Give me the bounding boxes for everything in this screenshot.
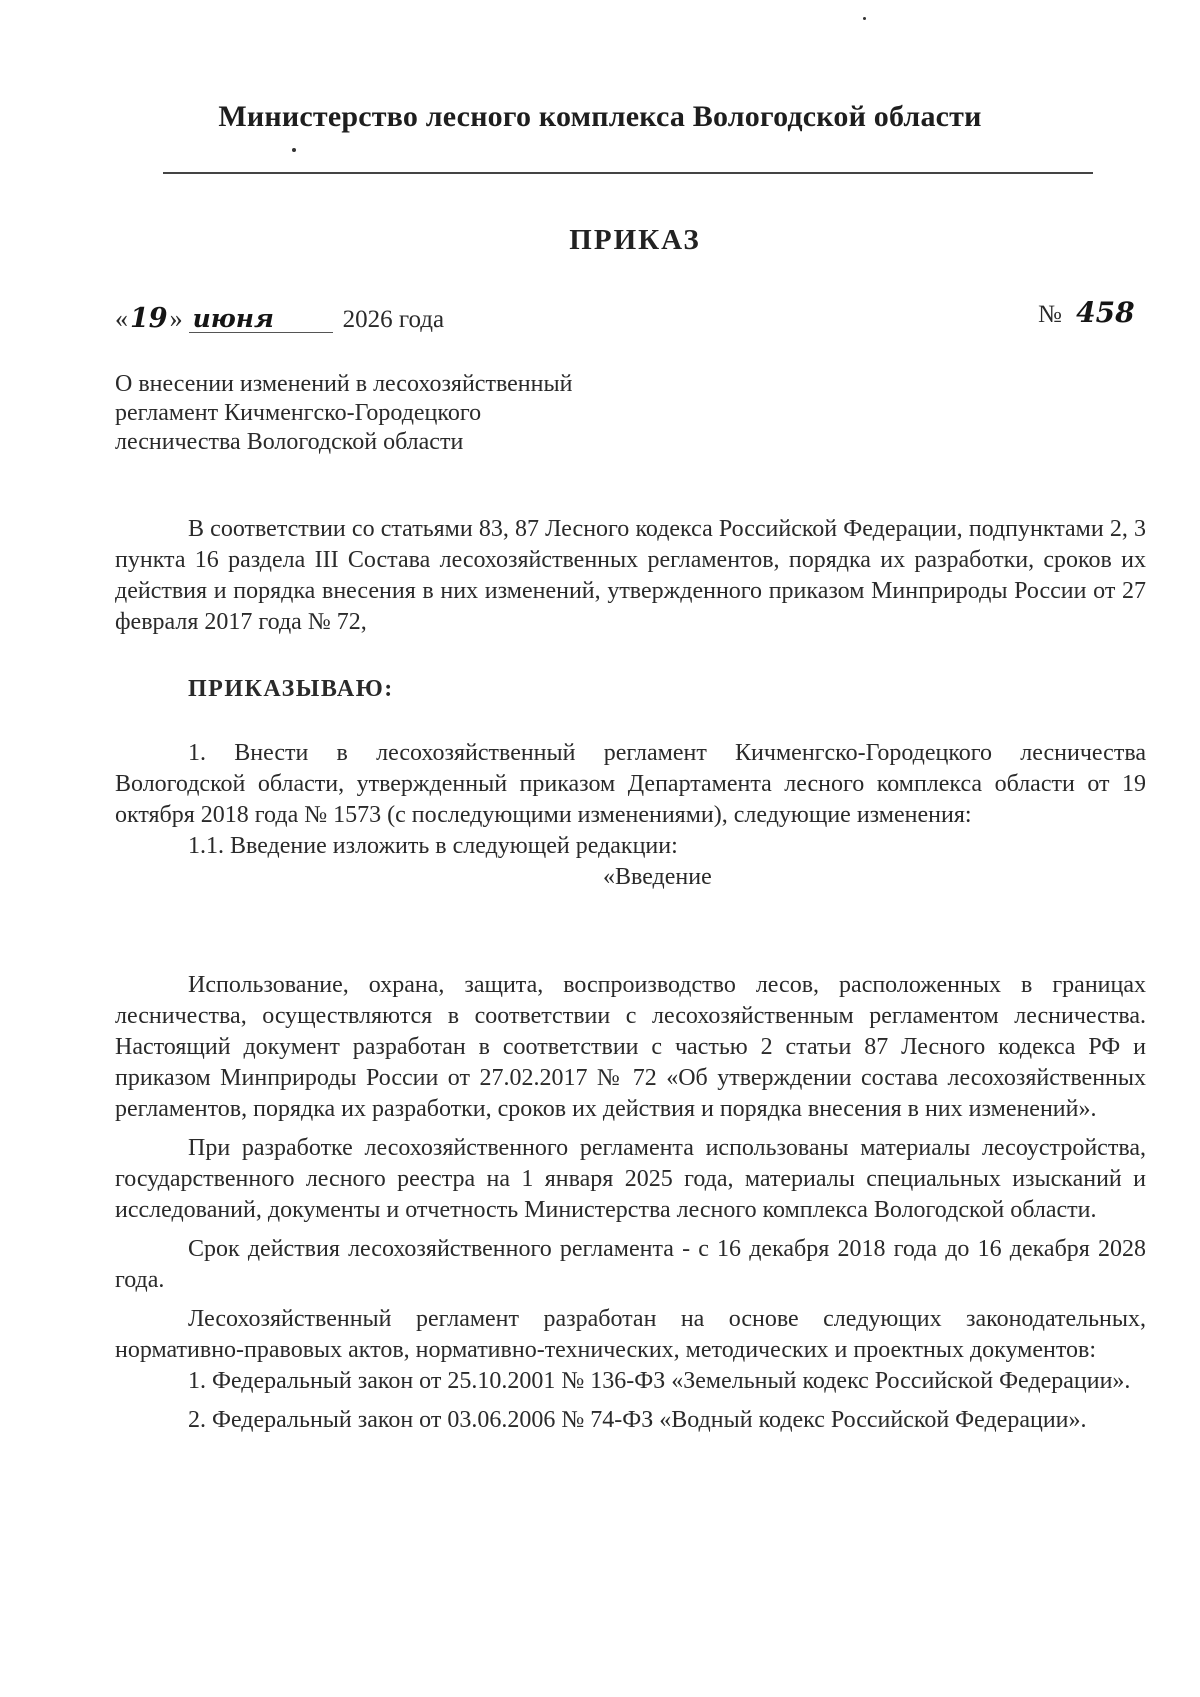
date-open-quote: «	[115, 304, 128, 333]
decree-heading: ПРИКАЗЫВАЮ:	[188, 676, 394, 702]
law-list-item: 1. Федеральный закон от 25.10.2001 № 136-ФЗ «Земельный кодекс Российской Федерации».	[188, 1368, 1131, 1394]
scan-speck	[292, 148, 296, 152]
law-list-item: 2. Федеральный закон от 03.06.2006 № 74-ФЗ «Водный кодекс Российской Федерации».	[188, 1407, 1087, 1433]
amendments-block	[115, 738, 1146, 893]
header-rule	[163, 172, 1093, 174]
ministry-name: Министерство лесного комплекса Вологодской области	[218, 100, 982, 133]
date-day-handwritten: 19	[130, 303, 168, 334]
intro-paragraph: Лесохозяйственный регламент разработан на основе следующих законодательных, нормативно-правовых актов, нормативно-технических, методических и проектных документов:	[115, 1306, 1146, 1363]
introduction-heading: «Введение	[603, 864, 712, 890]
intro-paragraph: Срок действия лесохозяйственного регламента - с 16 декабря 2018 года до 16 декабря 2028 года.	[115, 1236, 1146, 1293]
intro-paragraph: При разработке лесохозяйственного регламента использованы материалы лесоустройства, государственного лесного реестра на 1 января 2025 года, материалы специальных изысканий и исследований, документы и отчетность Министерства лесного комплекса Вологодской области.	[115, 1135, 1146, 1223]
document-type: ПРИКАЗ	[569, 224, 701, 256]
item-1-paragraph: 1. Внести в лесохозяйственный регламент Кичменгско-Городецкого лесничества Вологодской области, утвержденный приказом Департамента лесного комплекса области от 19 октября 2018 года № 1573 (с последующими изменениями), следующие изменения:	[115, 740, 1146, 828]
date-close-quote: »	[169, 304, 183, 333]
date-year: 2026 года	[342, 306, 445, 333]
introduction-block	[115, 970, 1146, 1436]
scan-speck	[863, 17, 866, 20]
order-number	[1038, 296, 1135, 329]
preamble-block	[115, 514, 1146, 638]
number-sign: №	[1038, 301, 1062, 328]
order-subject	[115, 370, 572, 457]
order-date	[115, 303, 444, 334]
subject-line: лесничества Вологодской области	[115, 429, 464, 455]
date-month-handwritten: июня	[189, 306, 333, 333]
number-handwritten: 458	[1076, 296, 1135, 329]
intro-paragraph: Использование, охрана, защита, воспроизводство лесов, расположенных в границах лесничества, осуществляются в соответствии с лесохозяйственным регламентом лесничества. Настоящий документ разработан в соответствии с частью 2 статьи 87 Лесного кодекса РФ и приказом Минприроды России от 27.02.2017 № 72 «Об утверждении состава лесохозяйственных регламентов, порядка их разработки, сроков их действия и порядка внесения в них изменений».	[115, 972, 1146, 1122]
preamble-paragraph: В соответствии со статьями 83, 87 Лесного кодекса Российской Федерации, подпунктами 2, 3 пункта 16 раздела III Состава лесохозяйственных регламентов, порядка их разработки, сроков их действия и порядка внесения в них изменений, утвержденного приказом Минприроды России от 27 февраля 2017 года № 72,	[115, 516, 1146, 635]
subject-line: регламент Кичменгско-Городецкого	[115, 400, 482, 426]
subject-line: О внесении изменений в лесохозяйственный	[115, 371, 573, 397]
item-1-1-paragraph: 1.1. Введение изложить в следующей редакции:	[188, 833, 678, 859]
